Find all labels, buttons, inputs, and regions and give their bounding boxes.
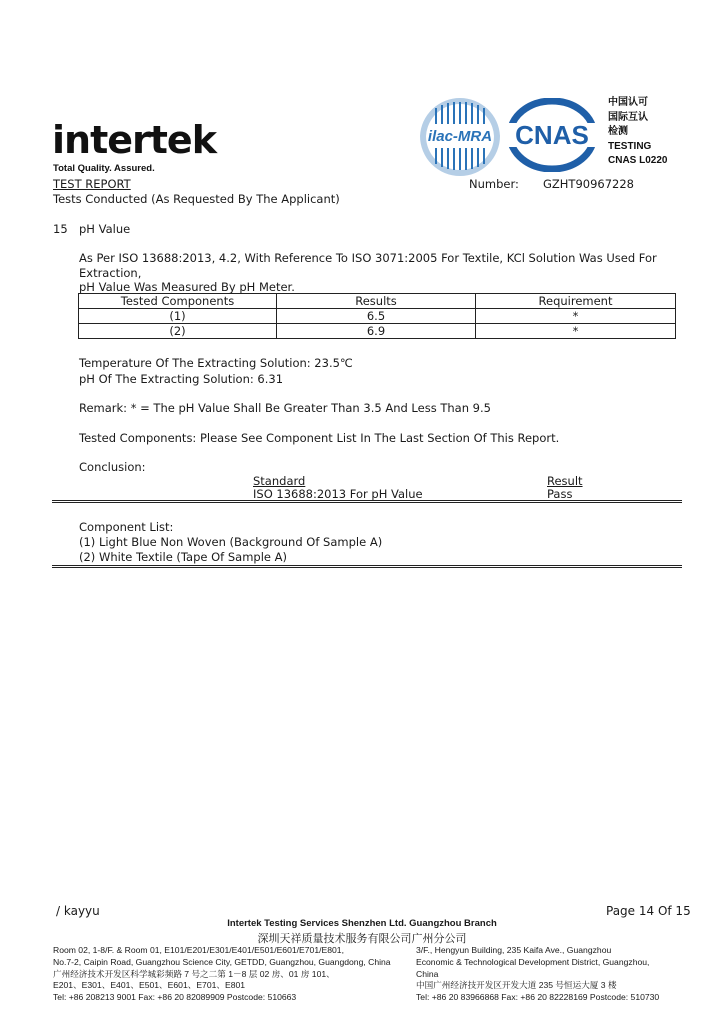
report-title: TEST REPORT <box>53 177 131 191</box>
results-table <box>78 293 676 339</box>
signature: / kayyu <box>56 904 100 918</box>
table-row <box>79 324 676 339</box>
component-item: (1) Light Blue Non Woven (Background Of Sample A) <box>79 535 383 549</box>
method-line: pH Value Was Measured By pH Meter. <box>79 280 295 294</box>
standard-value: ISO 13688:2013 For pH Value <box>253 487 423 501</box>
conclusion-label: Conclusion: <box>79 460 146 474</box>
footer-address-right <box>416 945 659 1004</box>
ph-solution-note: pH Of The Extracting Solution: 6.31 <box>79 372 284 386</box>
cnas-logo-text: CNAS <box>515 120 589 150</box>
tests-conducted-heading: Tests Conducted (As Requested By The Applicant) <box>53 192 340 206</box>
cell-result: 6.9 <box>277 324 476 339</box>
ilac-mra-logo <box>416 94 504 178</box>
cell-requirement: * <box>476 324 676 339</box>
address-line: 3/F., Hengyun Building, 235 Kaifa Ave., Guangzhou <box>416 945 612 955</box>
section-number: 15 <box>53 222 68 236</box>
address-line: Tel: +86 208213 9001 Fax: +86 20 82089909 Postcode: 510663 <box>53 992 297 1003</box>
remark-note: Remark: * = The pH Value Shall Be Greater Than 3.5 And Less Than 9.5 <box>79 401 491 415</box>
footer-address-left <box>53 945 391 1004</box>
method-line: As Per ISO 13688:2013, 4.2, With Reference To ISO 3071:2005 For Textile, KCl Solution Was Used For Extraction, <box>79 251 657 280</box>
table-row <box>79 309 676 324</box>
cnas-line: CNAS L0220 <box>608 155 668 166</box>
tested-components-note: Tested Components: Please See Component List In The Last Section Of This Report. <box>79 431 560 445</box>
cnas-line: 中国认可 <box>608 97 648 108</box>
footer-company: Intertek Testing Services Shenzhen Ltd. Guangzhou Branch <box>227 918 497 929</box>
divider <box>52 500 682 503</box>
header-requirement: Requirement <box>476 294 676 309</box>
header-tested-components: Tested Components <box>79 294 277 309</box>
address-line: Economic & Technological Development District, Guangzhou, <box>416 956 650 967</box>
temperature-note: Temperature Of The Extracting Solution: 23.5℃ <box>79 356 353 370</box>
cell-component: (2) <box>79 324 277 339</box>
cnas-line: TESTING <box>608 140 652 152</box>
result-header: Result <box>547 474 583 488</box>
cell-component: (1) <box>79 309 277 324</box>
section-title: pH Value <box>79 222 131 236</box>
intertek-logo: intertek <box>52 118 216 162</box>
report-number: GZHT90967228 <box>543 177 634 191</box>
divider <box>52 565 682 568</box>
address-line: E201、E301、E401、E501、E601、E701、E801 <box>53 980 246 991</box>
method-description <box>79 251 689 295</box>
footer-company-cn: 深圳天祥质量技术服务有限公司广州分公司 <box>257 932 467 945</box>
cell-result: 6.5 <box>277 309 476 324</box>
logo-tagline: Total Quality. Assured. <box>53 163 155 174</box>
cell-requirement: * <box>476 309 676 324</box>
report-number-label: Number: <box>469 177 519 191</box>
address-line: 广州经济技术开发区科学城彩频路 7 号之二第 1－8 层 02 房、01 房 101、 <box>53 968 335 979</box>
result-value: Pass <box>547 487 573 501</box>
component-item: (2) White Textile (Tape Of Sample A) <box>79 550 287 564</box>
standard-header: Standard <box>253 474 306 488</box>
cnas-accreditation-text <box>608 96 667 169</box>
address-line: China <box>416 968 439 979</box>
address-line: 中国广州经济技开发区开发大道 235 号恒运大厦 3 楼 <box>416 980 617 991</box>
address-line: No.7-2, Caipin Road, Guangzhou Science City, GETDD, Guangzhou, Guangdong, China <box>53 956 391 967</box>
cnas-line: 国际互认 <box>608 111 648 123</box>
table-header-row <box>79 294 676 309</box>
page-number: Page 14 Of 15 <box>606 904 691 918</box>
ilac-logo-text: ilac-MRA <box>427 128 493 145</box>
address-line: Room 02, 1-8/F. & Room 01, E101/E201/E301/E401/E501/E601/E701/E801, <box>53 945 344 955</box>
address-line: Tel: +86 20 83966868 Fax: +86 20 82228169 Postcode: 510730 <box>416 992 660 1003</box>
component-list-title: Component List: <box>79 520 174 534</box>
cnas-logo <box>506 98 598 172</box>
cnas-line: 检测 <box>608 126 628 137</box>
header-results: Results <box>277 294 476 309</box>
